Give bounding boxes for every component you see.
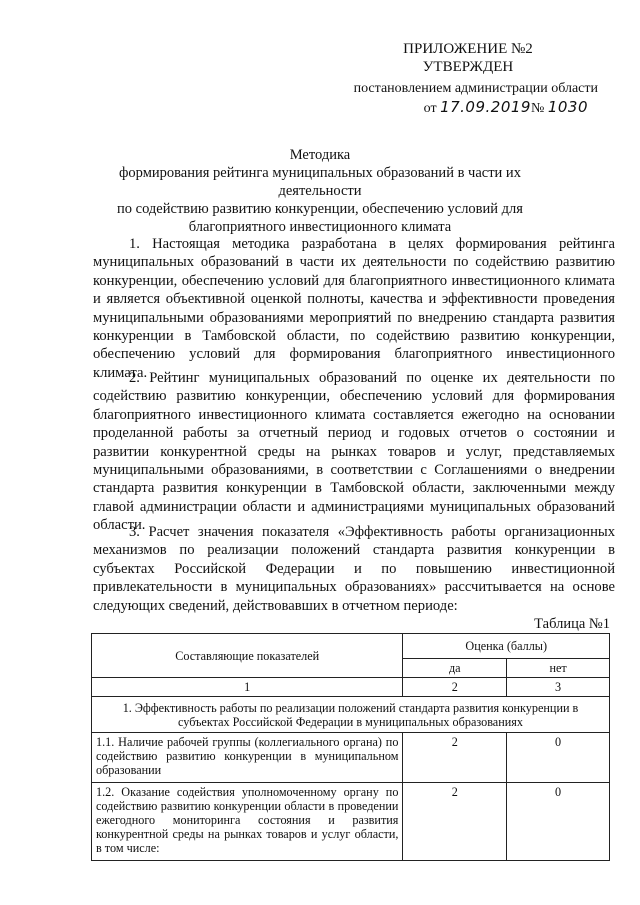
header-components: Составляющие показателей [92, 634, 403, 678]
row-yes-score: 2 [403, 733, 507, 783]
row-no-score: 0 [507, 783, 610, 861]
number-prefix: № [530, 101, 545, 116]
row-no-score: 0 [507, 733, 610, 783]
row-yes-score: 2 [403, 783, 507, 861]
paragraph-2 [93, 369, 615, 535]
title-line-1: Методика [289, 147, 351, 163]
table-label: Таблица №1 [534, 616, 610, 632]
column-number-2: 2 [403, 678, 507, 697]
approved-label: УТВЕРЖДЕН [422, 59, 514, 75]
paragraph-1 [93, 235, 615, 382]
paragraph-1-text: 1. Настоящая методика разработана в целях формирования рейтинга муниципальных образований в части их деятельности по содействию развитию конкуренции, обеспечению условий для благоприятного инвестиционного климата и является объективной оценкой полноты, качества и эффективности проведения муниципальными образованиями мероприятий по внедрению стандарта развития конкуренции в Тамбовской области, по содействию развитию конкуренции, обеспечению условий для формирования благоприятного инвестиционного климата. [93, 236, 615, 381]
column-number-1: 1 [92, 678, 403, 697]
decree-label: постановлением администрации области [353, 81, 598, 96]
title-line-3: по содействию развитию конкуренции, обеспечению условий для [117, 201, 523, 217]
row-text: 1.1. Наличие рабочей группы (коллегиального органа) по содействию развитию конкуренции в муниципальном образовании [92, 733, 403, 783]
approval-header [338, 40, 598, 116]
document-title [80, 146, 560, 236]
header-yes: да [403, 659, 507, 678]
table-row [92, 783, 610, 861]
date-prefix: от [423, 101, 437, 116]
header-no: нет [507, 659, 610, 678]
paragraph-3 [93, 523, 615, 615]
row-text: 1.2. Оказание содействия уполномоченному органу по содействию развитию конкуренции области в проведении ежегодного мониторинга состояния и развития конкурентной среды на рынках товаров и услуг области, в том числе: [92, 783, 403, 861]
section-heading: 1. Эффективность работы по реализации положений стандарта развития конкуренции в субъектах Российской Федерации в муниципальных образованиях [92, 697, 610, 733]
scoring-table [91, 633, 610, 861]
title-line-2: формирования рейтинга муниципальных образований в части их деятельности [119, 165, 521, 199]
table-row [92, 733, 610, 783]
date-value: 17.09.2019 [440, 98, 531, 116]
decree-date [338, 98, 588, 118]
column-number-3: 3 [507, 678, 610, 697]
paragraph-2-text: 2. Рейтинг муниципальных образований по оценке их деятельности по содействию развитию конкуренции, обеспечению условий для формирования благоприятного инвестиционного климата составляется ежегодно на основании проделанной работы за отчетный период и годовых отчетов о состоянии и развитии конкурентной среды на рынках товаров и услуг, представляемых муниципальными образованиями, в соответствии с Соглашениями о внедрении стандарта развития конкуренции в Тамбовской области, заключенными между главой администрации области и администрациями муниципальных образований области. [93, 370, 615, 534]
number-value: 1030 [547, 98, 588, 116]
appendix-label: ПРИЛОЖЕНИЕ №2 [403, 41, 533, 57]
title-line-4: благоприятного инвестиционного климата [188, 219, 452, 235]
header-score: Оценка (баллы) [403, 634, 610, 659]
paragraph-3-text: 3. Расчет значения показателя «Эффективность работы организационных механизмов по реализации положений стандарта развития конкуренции в субъектах Российской Федерации и по повышению инвестиционной привлекательности в муниципальных образованиях» рассчитывается на основе следующих сведений, действовавших в отчетном периоде: [93, 524, 615, 614]
